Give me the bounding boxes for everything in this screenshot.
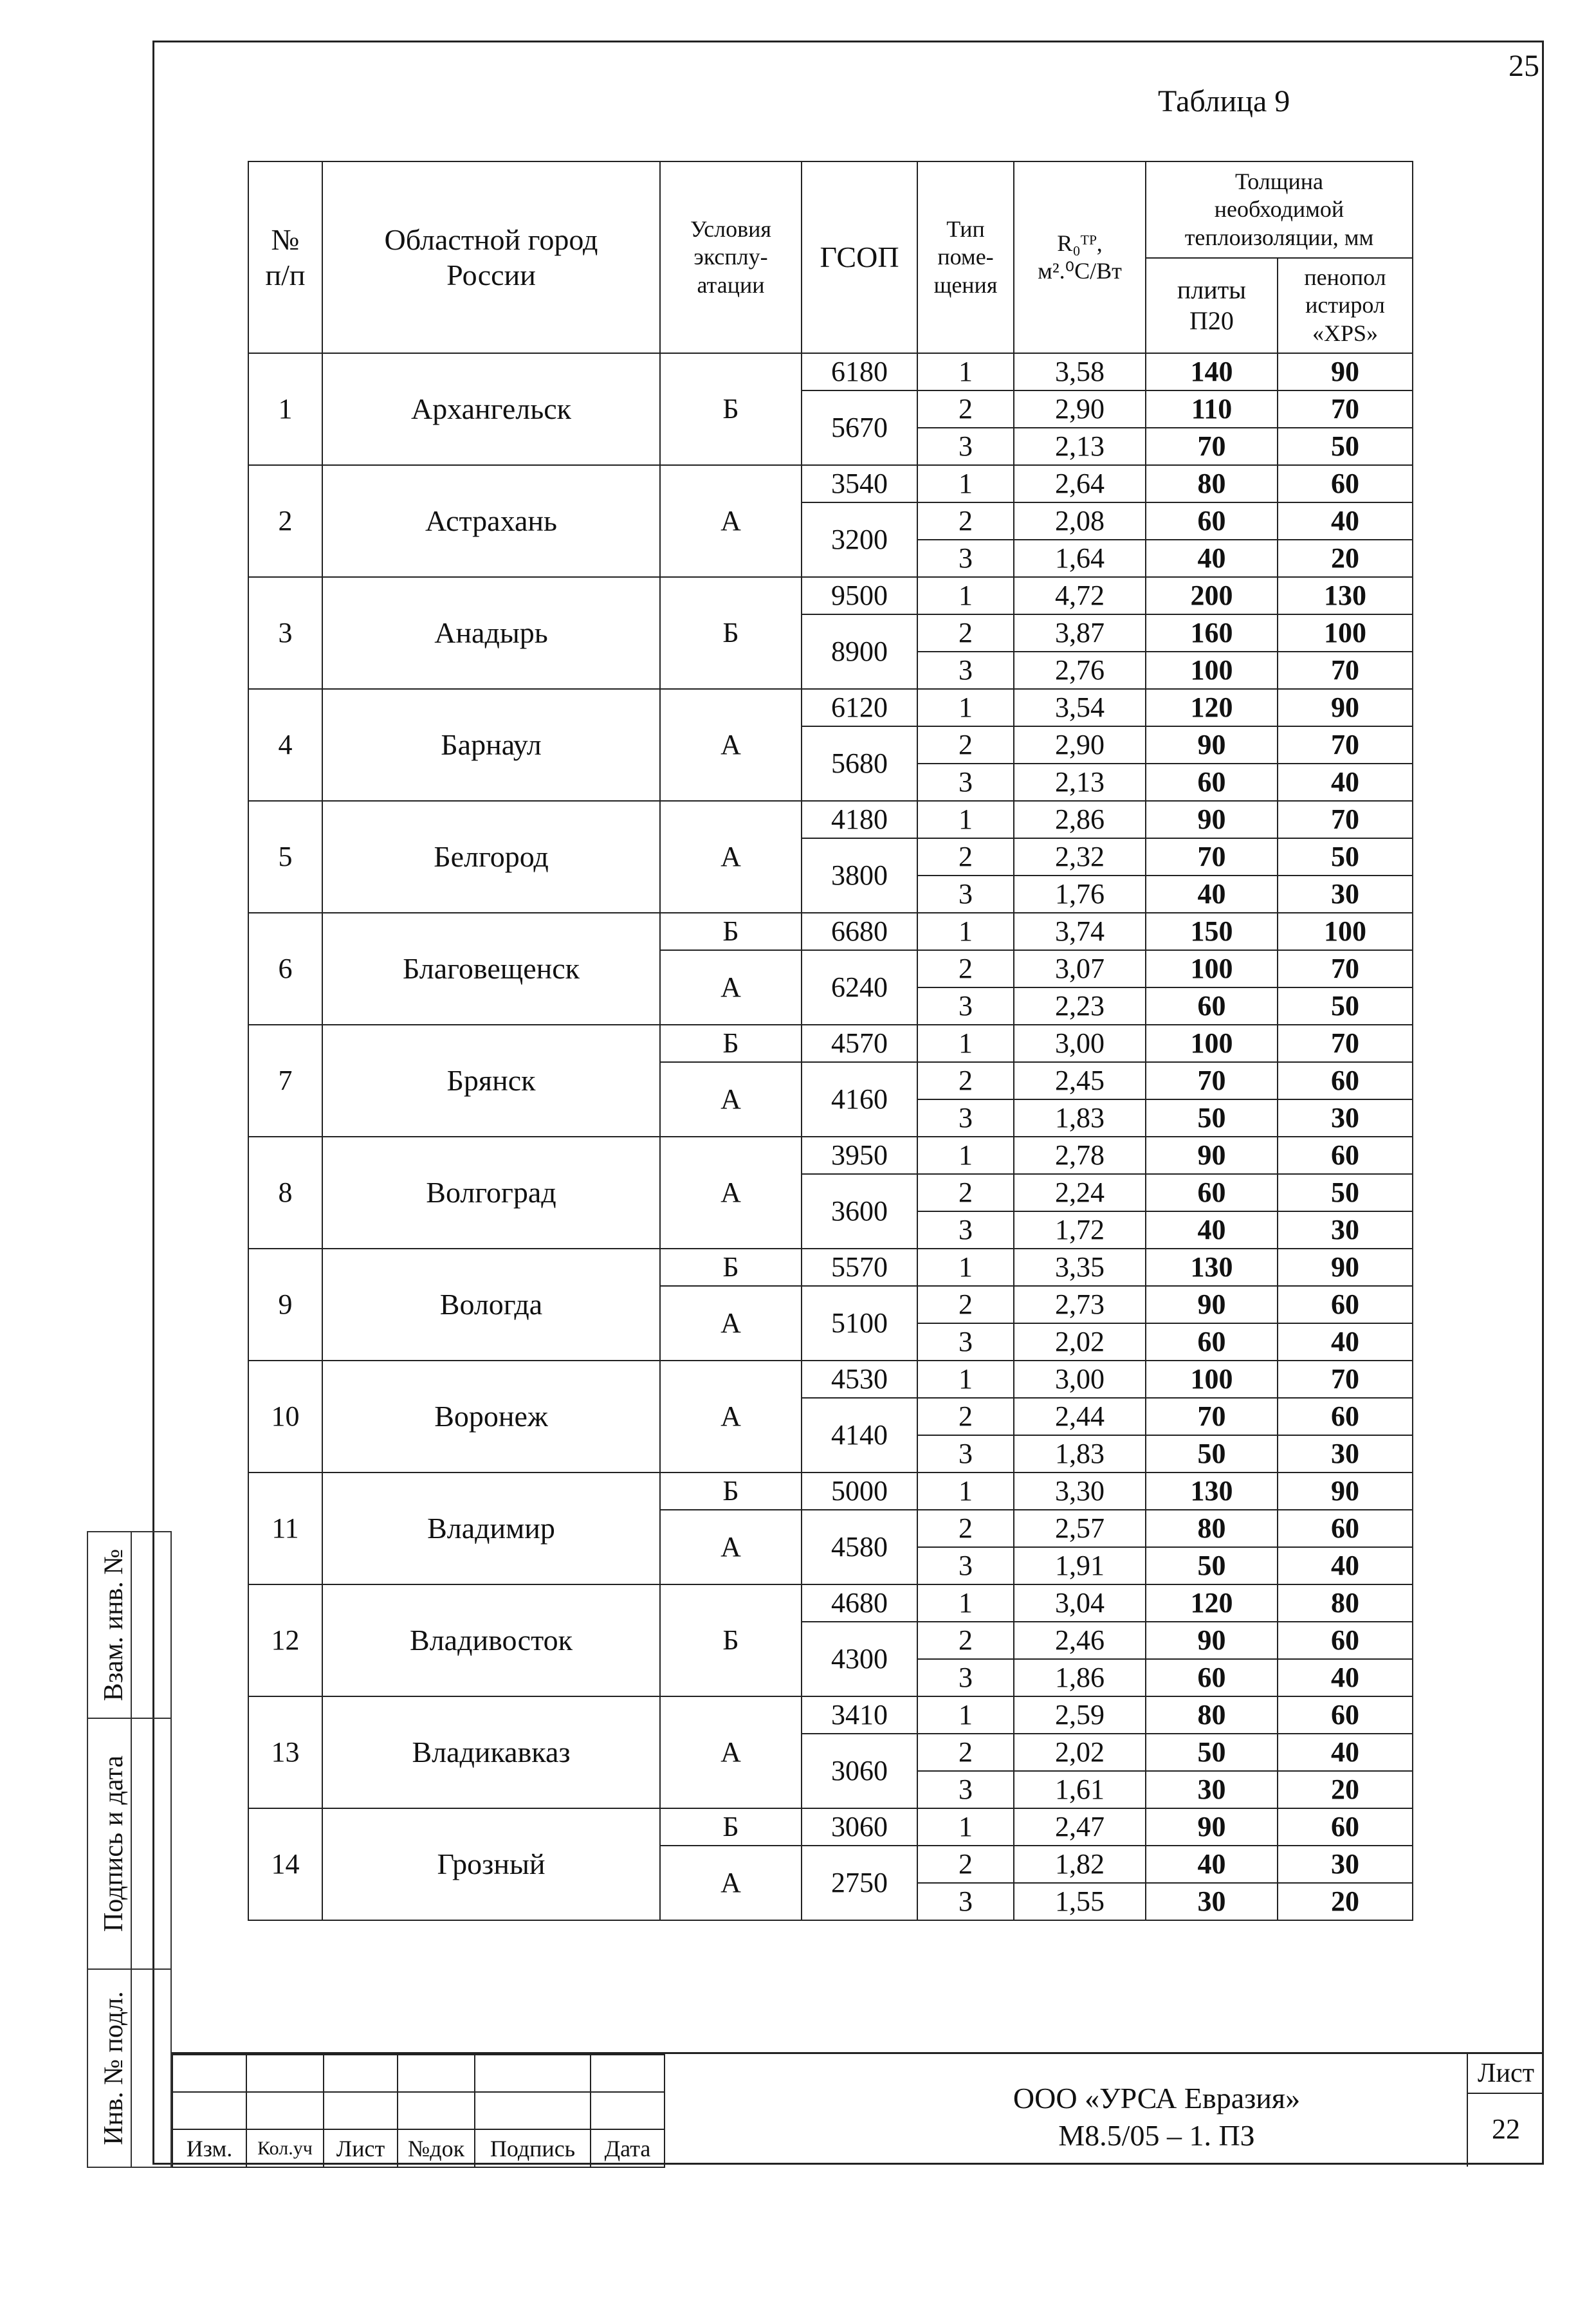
insulation-table [248,161,1413,1921]
side-stamp-label: Подпись и дата [99,1755,129,1932]
conditions-cell: Б [660,577,802,689]
r0-cell: 2,44 [1014,1398,1146,1435]
xps-thickness-cell: 90 [1278,1473,1413,1510]
xps-thickness-cell: 60 [1278,1622,1413,1659]
xps-thickness-cell: 40 [1278,1323,1413,1361]
conditions-cell: А [660,465,802,577]
r0-cell: 2,02 [1014,1323,1146,1361]
xps-thickness-cell: 70 [1278,1361,1413,1398]
conditions-cell: А [660,1696,802,1808]
r0-cell: 2,90 [1014,390,1146,428]
room-type-cell: 1 [917,689,1014,726]
r0-cell: 2,23 [1014,987,1146,1025]
city-name: Воронеж [322,1361,660,1473]
xps-thickness-cell: 20 [1278,540,1413,577]
xps-thickness-cell: 30 [1278,1099,1413,1137]
conditions-cell: А [660,1137,802,1249]
gsop-cell: 3060 [802,1734,917,1808]
title-block-col: Лист [324,2129,398,2167]
r0-cell: 2,13 [1014,428,1146,465]
room-type-cell: 3 [917,1771,1014,1808]
p20-thickness-cell: 120 [1146,689,1278,726]
header-city: Областной город России [322,161,660,353]
xps-thickness-cell: 50 [1278,838,1413,876]
gsop-cell: 5000 [802,1473,917,1510]
xps-thickness-cell: 50 [1278,1174,1413,1211]
p20-thickness-cell: 60 [1146,987,1278,1025]
gsop-cell: 5570 [802,1249,917,1286]
conditions-cell: А [660,689,802,801]
r0-cell: 3,74 [1014,913,1146,950]
gsop-cell: 4180 [802,801,917,838]
city-name: Волгоград [322,1137,660,1249]
xps-thickness-cell: 30 [1278,1435,1413,1473]
p20-thickness-cell: 120 [1146,1584,1278,1622]
room-type-cell: 2 [917,390,1014,428]
xps-thickness-cell: 70 [1278,950,1413,987]
xps-thickness-cell: 60 [1278,1696,1413,1734]
xps-thickness-cell: 100 [1278,913,1413,950]
gsop-cell: 3600 [802,1174,917,1249]
xps-thickness-cell: 70 [1278,801,1413,838]
r0-cell: 2,24 [1014,1174,1146,1211]
conditions-cell: Б [660,1025,802,1062]
conditions-cell: Б [660,1473,802,1510]
title-block-col: Подпись [475,2129,591,2167]
header-p20: плиты П20 [1146,258,1278,353]
p20-thickness-cell: 80 [1146,1510,1278,1547]
p20-thickness-cell: 50 [1146,1435,1278,1473]
room-type-cell: 2 [917,1062,1014,1099]
r0-cell: 2,02 [1014,1734,1146,1771]
table-row [248,1361,1413,1398]
xps-thickness-cell: 100 [1278,614,1413,652]
gsop-cell: 6680 [802,913,917,950]
room-type-cell: 2 [917,1286,1014,1323]
r0-cell: 2,46 [1014,1622,1146,1659]
organization-name: ООО «УРСА Евразия» [1013,2082,1301,2115]
conditions-cell: А [660,801,802,913]
p20-thickness-cell: 110 [1146,390,1278,428]
city-name: Барнаул [322,689,660,801]
xps-thickness-cell: 130 [1278,577,1413,614]
gsop-cell: 4680 [802,1584,917,1622]
conditions-cell: А [660,1846,802,1920]
r0-cell: 2,64 [1014,465,1146,502]
p20-thickness-cell: 100 [1146,1361,1278,1398]
gsop-cell: 3540 [802,465,917,502]
header-xps: пенопол истирол «XPS» [1278,258,1413,353]
row-number: 10 [248,1361,322,1473]
xps-thickness-cell: 20 [1278,1883,1413,1920]
room-type-cell: 1 [917,1249,1014,1286]
city-name: Анадырь [322,577,660,689]
p20-thickness-cell: 200 [1146,577,1278,614]
side-stamp [87,1531,172,2168]
gsop-cell: 4160 [802,1062,917,1137]
row-number: 5 [248,801,322,913]
room-type-cell: 3 [917,1099,1014,1137]
xps-thickness-cell: 60 [1278,465,1413,502]
xps-thickness-cell: 30 [1278,876,1413,913]
r0-cell: 2,57 [1014,1510,1146,1547]
xps-thickness-cell: 90 [1278,353,1413,390]
xps-thickness-cell: 60 [1278,1062,1413,1099]
row-number: 7 [248,1025,322,1137]
r0-cell: 2,47 [1014,1808,1146,1846]
city-name: Брянск [322,1025,660,1137]
xps-thickness-cell: 70 [1278,1025,1413,1062]
table-row [248,1473,1413,1510]
r0-cell: 3,35 [1014,1249,1146,1286]
conditions-cell: Б [660,913,802,950]
city-name: Владивосток [322,1584,660,1696]
table-row [248,1696,1413,1734]
xps-thickness-cell: 40 [1278,1659,1413,1696]
row-number: 12 [248,1584,322,1696]
gsop-cell: 3800 [802,838,917,913]
room-type-cell: 3 [917,1435,1014,1473]
r0-cell: 2,59 [1014,1696,1146,1734]
p20-thickness-cell: 40 [1146,1846,1278,1883]
gsop-cell: 8900 [802,614,917,689]
xps-thickness-cell: 50 [1278,987,1413,1025]
gsop-cell: 3060 [802,1808,917,1846]
r0-cell: 3,00 [1014,1025,1146,1062]
r0-cell: 1,64 [1014,540,1146,577]
page-number: 25 [1509,49,1539,83]
p20-thickness-cell: 70 [1146,428,1278,465]
room-type-cell: 1 [917,1137,1014,1174]
conditions-cell: А [660,1510,802,1584]
title-block-org [664,2054,1596,2167]
xps-thickness-cell: 60 [1278,1286,1413,1323]
p20-thickness-cell: 60 [1146,502,1278,540]
gsop-cell: 5100 [802,1286,917,1361]
xps-thickness-cell: 90 [1278,689,1413,726]
sheet-label: Лист [1468,2054,1544,2094]
room-type-cell: 1 [917,1025,1014,1062]
r0-cell: 3,07 [1014,950,1146,987]
xps-thickness-cell: 60 [1278,1398,1413,1435]
r0-cell: 4,72 [1014,577,1146,614]
table-row [248,913,1413,950]
table-row [248,1584,1413,1622]
p20-thickness-cell: 80 [1146,465,1278,502]
room-type-cell: 2 [917,726,1014,764]
p20-thickness-cell: 100 [1146,1025,1278,1062]
city-name: Благовещенск [322,913,660,1025]
title-block-col: №док [398,2129,475,2167]
conditions-cell: Б [660,1249,802,1286]
table-body [248,353,1413,1920]
gsop-cell: 4570 [802,1025,917,1062]
room-type-cell: 3 [917,1211,1014,1249]
p20-thickness-cell: 90 [1146,726,1278,764]
xps-thickness-cell: 40 [1278,1734,1413,1771]
room-type-cell: 2 [917,1398,1014,1435]
room-type-cell: 2 [917,1622,1014,1659]
p20-thickness-cell: 60 [1146,1323,1278,1361]
p20-thickness-cell: 40 [1146,876,1278,913]
row-number: 6 [248,913,322,1025]
room-type-cell: 3 [917,764,1014,801]
room-type-cell: 3 [917,1883,1014,1920]
row-number: 11 [248,1473,322,1584]
r0-cell: 1,61 [1014,1771,1146,1808]
city-name: Владимир [322,1473,660,1584]
p20-thickness-cell: 130 [1146,1473,1278,1510]
r0-cell: 1,83 [1014,1435,1146,1473]
title-block-col: Изм. [172,2129,246,2167]
room-type-cell: 2 [917,614,1014,652]
r0-cell: 3,58 [1014,353,1146,390]
p20-thickness-cell: 30 [1146,1883,1278,1920]
city-name: Владикавказ [322,1696,660,1808]
city-name: Астрахань [322,465,660,577]
xps-thickness-cell: 90 [1278,1249,1413,1286]
gsop-cell: 5680 [802,726,917,801]
r0-cell: 1,82 [1014,1846,1146,1883]
conditions-cell: А [660,950,802,1025]
table-row [248,465,1413,502]
xps-thickness-cell: 70 [1278,652,1413,689]
room-type-cell: 2 [917,1734,1014,1771]
p20-thickness-cell: 40 [1146,540,1278,577]
xps-thickness-cell: 30 [1278,1846,1413,1883]
row-number: 4 [248,689,322,801]
p20-thickness-cell: 50 [1146,1734,1278,1771]
header-room-type: Тип поме- щения [917,161,1014,353]
xps-thickness-cell: 60 [1278,1510,1413,1547]
p20-thickness-cell: 140 [1146,353,1278,390]
title-block-col: Дата [591,2129,665,2167]
p20-thickness-cell: 50 [1146,1547,1278,1584]
table-row [248,353,1413,390]
room-type-cell: 1 [917,1473,1014,1510]
room-type-cell: 1 [917,353,1014,390]
table-row [248,1137,1413,1174]
r0-cell: 2,78 [1014,1137,1146,1174]
header-r0: R₀ᵀᴾ, м².⁰С/Вт [1014,161,1146,353]
header-conditions: Условия эксплу- атации [660,161,802,353]
gsop-cell: 6120 [802,689,917,726]
room-type-cell: 1 [917,577,1014,614]
xps-thickness-cell: 20 [1278,1771,1413,1808]
header-gsop: ГСОП [802,161,917,353]
p20-thickness-cell: 50 [1146,1099,1278,1137]
r0-cell: 2,90 [1014,726,1146,764]
r0-cell: 3,04 [1014,1584,1146,1622]
table-row [248,577,1413,614]
title-block-col: Кол.уч [246,2129,324,2167]
r0-cell: 3,87 [1014,614,1146,652]
p20-thickness-cell: 60 [1146,764,1278,801]
r0-cell: 2,32 [1014,838,1146,876]
row-number: 1 [248,353,322,465]
row-number: 9 [248,1249,322,1361]
r0-cell: 3,54 [1014,689,1146,726]
gsop-cell: 5670 [802,390,917,465]
p20-thickness-cell: 70 [1146,838,1278,876]
gsop-cell: 4580 [802,1510,917,1584]
conditions-cell: А [660,1062,802,1137]
p20-thickness-cell: 130 [1146,1249,1278,1286]
gsop-cell: 6240 [802,950,917,1025]
gsop-cell: 3200 [802,502,917,577]
p20-thickness-cell: 80 [1146,1696,1278,1734]
r0-cell: 2,45 [1014,1062,1146,1099]
r0-cell: 1,91 [1014,1547,1146,1584]
p20-thickness-cell: 30 [1146,1771,1278,1808]
gsop-cell: 4300 [802,1622,917,1696]
gsop-cell: 2750 [802,1846,917,1920]
room-type-cell: 3 [917,987,1014,1025]
room-type-cell: 3 [917,540,1014,577]
r0-cell: 2,08 [1014,502,1146,540]
gsop-cell: 9500 [802,577,917,614]
header-thickness: Толщина необходимой теплоизоляции, мм [1146,161,1413,258]
table-row [248,1249,1413,1286]
room-type-cell: 3 [917,1323,1014,1361]
city-name: Грозный [322,1808,660,1920]
p20-thickness-cell: 90 [1146,1808,1278,1846]
p20-thickness-cell: 90 [1146,1286,1278,1323]
r0-cell: 2,73 [1014,1286,1146,1323]
p20-thickness-cell: 70 [1146,1062,1278,1099]
r0-cell: 3,30 [1014,1473,1146,1510]
xps-thickness-cell: 30 [1278,1211,1413,1249]
room-type-cell: 3 [917,1659,1014,1696]
side-stamp-label: Инв. № подл. [99,1991,129,2145]
row-number: 13 [248,1696,322,1808]
title-block-sheet [1467,2054,1544,2167]
conditions-cell: А [660,1361,802,1473]
row-number: 3 [248,577,322,689]
room-type-cell: 1 [917,1696,1014,1734]
p20-thickness-cell: 60 [1146,1659,1278,1696]
p20-thickness-cell: 90 [1146,801,1278,838]
r0-cell: 3,00 [1014,1361,1146,1398]
header-num: № п/п [248,161,322,353]
p20-thickness-cell: 160 [1146,614,1278,652]
document-code: М8.5/05 – 1. ПЗ [1058,2118,1255,2152]
room-type-cell: 2 [917,1846,1014,1883]
room-type-cell: 3 [917,428,1014,465]
room-type-cell: 3 [917,1547,1014,1584]
room-type-cell: 2 [917,950,1014,987]
city-name: Белгород [322,801,660,913]
side-stamp-original [88,1970,170,2167]
xps-thickness-cell: 70 [1278,726,1413,764]
p20-thickness-cell: 40 [1146,1211,1278,1249]
conditions-cell: А [660,1286,802,1361]
table-row [248,1808,1413,1846]
title-block-grid [172,2054,665,2168]
room-type-cell: 2 [917,502,1014,540]
p20-thickness-cell: 100 [1146,950,1278,987]
table-row [248,1025,1413,1062]
room-type-cell: 3 [917,652,1014,689]
p20-thickness-cell: 90 [1146,1137,1278,1174]
r0-cell: 1,55 [1014,1883,1146,1920]
r0-cell: 1,76 [1014,876,1146,913]
room-type-cell: 2 [917,1510,1014,1547]
r0-cell: 2,86 [1014,801,1146,838]
row-number: 2 [248,465,322,577]
p20-thickness-cell: 60 [1146,1174,1278,1211]
side-stamp-replacement [88,1532,170,1719]
city-name: Вологда [322,1249,660,1361]
room-type-cell: 1 [917,913,1014,950]
room-type-cell: 3 [917,876,1014,913]
p20-thickness-cell: 100 [1146,652,1278,689]
title-block [172,2052,1544,2167]
xps-thickness-cell: 50 [1278,428,1413,465]
xps-thickness-cell: 60 [1278,1808,1413,1846]
table-caption: Таблица 9 [1158,84,1290,118]
room-type-cell: 1 [917,1584,1014,1622]
xps-thickness-cell: 60 [1278,1137,1413,1174]
sheet-number: 22 [1492,2113,1520,2145]
p20-thickness-cell: 70 [1146,1398,1278,1435]
side-stamp-signature [88,1719,170,1970]
table-row [248,801,1413,838]
city-name: Архангельск [322,353,660,465]
row-number: 8 [248,1137,322,1249]
gsop-cell: 4530 [802,1361,917,1398]
gsop-cell: 3410 [802,1696,917,1734]
room-type-cell: 1 [917,465,1014,502]
room-type-cell: 2 [917,838,1014,876]
room-type-cell: 1 [917,801,1014,838]
gsop-cell: 3950 [802,1137,917,1174]
p20-thickness-cell: 90 [1146,1622,1278,1659]
room-type-cell: 2 [917,1174,1014,1211]
xps-thickness-cell: 40 [1278,502,1413,540]
r0-cell: 1,86 [1014,1659,1146,1696]
r0-cell: 1,83 [1014,1099,1146,1137]
p20-thickness-cell: 150 [1146,913,1278,950]
conditions-cell: Б [660,353,802,465]
room-type-cell: 1 [917,1361,1014,1398]
xps-thickness-cell: 80 [1278,1584,1413,1622]
side-stamp-label: Взам. инв. № [99,1548,129,1702]
conditions-cell: Б [660,1584,802,1696]
xps-thickness-cell: 40 [1278,1547,1413,1584]
row-number: 14 [248,1808,322,1920]
xps-thickness-cell: 70 [1278,390,1413,428]
r0-cell: 2,76 [1014,652,1146,689]
gsop-cell: 6180 [802,353,917,390]
r0-cell: 1,72 [1014,1211,1146,1249]
conditions-cell: Б [660,1808,802,1846]
xps-thickness-cell: 40 [1278,764,1413,801]
gsop-cell: 4140 [802,1398,917,1473]
table-row [248,689,1413,726]
room-type-cell: 1 [917,1808,1014,1846]
r0-cell: 2,13 [1014,764,1146,801]
